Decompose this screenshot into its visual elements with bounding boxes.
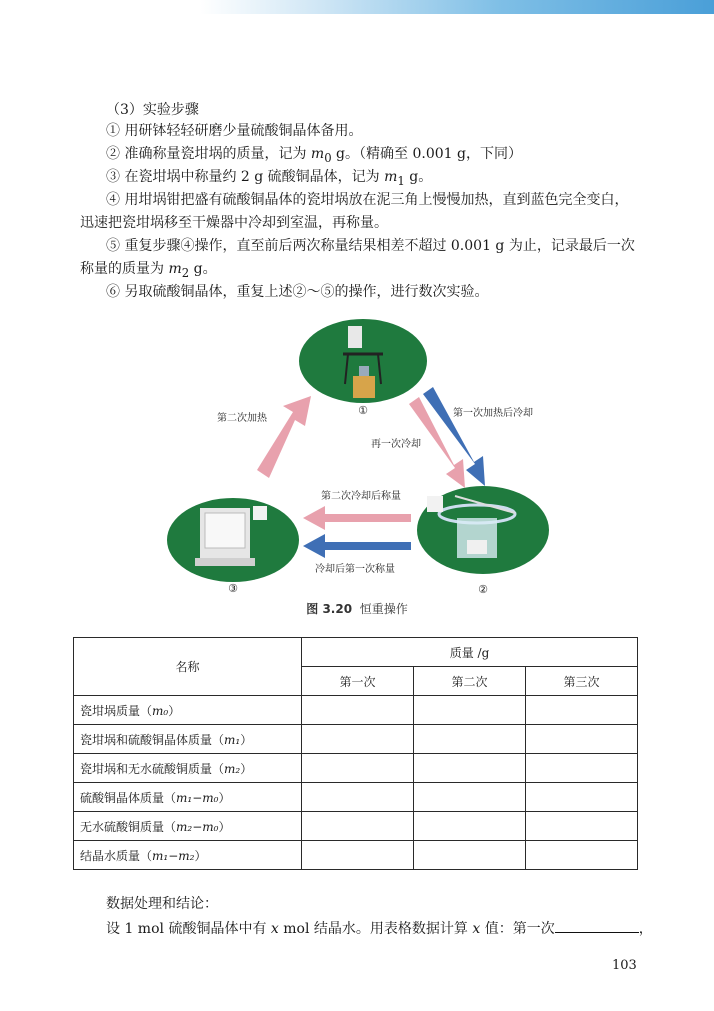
table-cell[interactable]: [302, 812, 414, 841]
table-cell[interactable]: [526, 841, 638, 870]
header-trial-2: 第二次: [414, 667, 526, 696]
photo-balance: [167, 498, 299, 595]
label-second-heat: 第二次加热: [217, 413, 267, 424]
label-cool-again: 再一次冷却: [371, 439, 421, 450]
conclusion-line: 设 1 mol 硫酸铜晶体中有 x mol 结晶水。用表格数据计算 x 值：第一次 ，: [106, 918, 653, 938]
step-5: ⑤ 重复步骤④操作，直至前后两次称量结果相差不超过 0.001 g 为止，记录最后一次称量的质量为 $m_2$ g。: [80, 238, 635, 280]
steps-title: （3）实验步骤: [106, 102, 199, 118]
step-1: ① 用研钵轻轻研磨少量硫酸铜晶体备用。: [106, 123, 363, 139]
arrow-second-heat: [257, 396, 311, 478]
table-cell[interactable]: [414, 725, 526, 754]
mass-data-table: [73, 637, 638, 870]
header-color-band: [0, 0, 714, 14]
label-cool-first-weigh: 冷却后第一次称量: [315, 564, 395, 575]
header-mass: 质量 /g: [302, 638, 638, 667]
step-2: ② 准确称量瓷坩埚的质量，记为 $m_0$ g。（精确至 0.001 g，下同）: [106, 146, 522, 165]
table-row: 硫酸铜晶体质量（m₁−m₀）: [74, 783, 638, 812]
answer-blank[interactable]: [555, 918, 639, 933]
table-row: 瓷坩埚质量（m₀）: [74, 696, 638, 725]
table-cell[interactable]: [526, 754, 638, 783]
table-cell[interactable]: [414, 783, 526, 812]
node-label-1: ①: [358, 404, 368, 417]
step-3: ③ 在瓷坩埚中称量约 2 g 硫酸铜晶体，记为 $m_1$ g。: [106, 169, 433, 188]
table-cell[interactable]: [526, 725, 638, 754]
arrow-second-cool-weigh: [303, 506, 411, 530]
figure-caption: 图 3.20 恒重操作: [306, 602, 408, 616]
table-cell[interactable]: [302, 696, 414, 725]
photo-desiccator: [417, 486, 549, 596]
header-trial-3: 第三次: [526, 667, 638, 696]
page-number: 103: [612, 958, 637, 973]
step-4: ④ 用坩埚钳把盛有硫酸铜晶体的瓷坩埚放在泥三角上慢慢加热，直到蓝色完全变白，迅速把瓷坩埚移至干燥器中冷却到室温，再称量。: [80, 192, 629, 231]
table-cell[interactable]: [414, 841, 526, 870]
node-label-3: ③: [228, 582, 238, 595]
table-cell[interactable]: [414, 696, 526, 725]
table-cell[interactable]: [302, 754, 414, 783]
step-6: ⑥ 另取硫酸铜晶体，重复上述②～⑤的操作，进行数次实验。: [106, 284, 489, 300]
constant-weight-figure: [165, 318, 555, 603]
table-cell[interactable]: [526, 812, 638, 841]
table-cell[interactable]: [526, 783, 638, 812]
table-row: 无水硫酸铜质量（m₂−m₀）: [74, 812, 638, 841]
table-row: 瓷坩埚和硫酸铜晶体质量（m₁）: [74, 725, 638, 754]
table-cell[interactable]: [414, 754, 526, 783]
table-row: 结晶水质量（m₁−m₂）: [74, 841, 638, 870]
conclusion-title: 数据处理和结论：: [106, 896, 218, 912]
table-cell[interactable]: [526, 696, 638, 725]
node-label-2: ②: [478, 583, 488, 596]
header-name: 名称: [74, 638, 302, 696]
arrow-cool-first-weigh: [303, 534, 411, 558]
label-first-heat-cool: 第一次加热后冷却: [453, 408, 533, 419]
header-trial-1: 第一次: [302, 667, 414, 696]
table-cell[interactable]: [302, 783, 414, 812]
table-cell[interactable]: [414, 812, 526, 841]
photo-heating: [299, 319, 427, 417]
label-second-cool-weigh: 第二次冷却后称量: [321, 491, 401, 502]
table-row: 瓷坩埚和无水硫酸铜质量（m₂）: [74, 754, 638, 783]
table-cell[interactable]: [302, 725, 414, 754]
table-cell[interactable]: [302, 841, 414, 870]
